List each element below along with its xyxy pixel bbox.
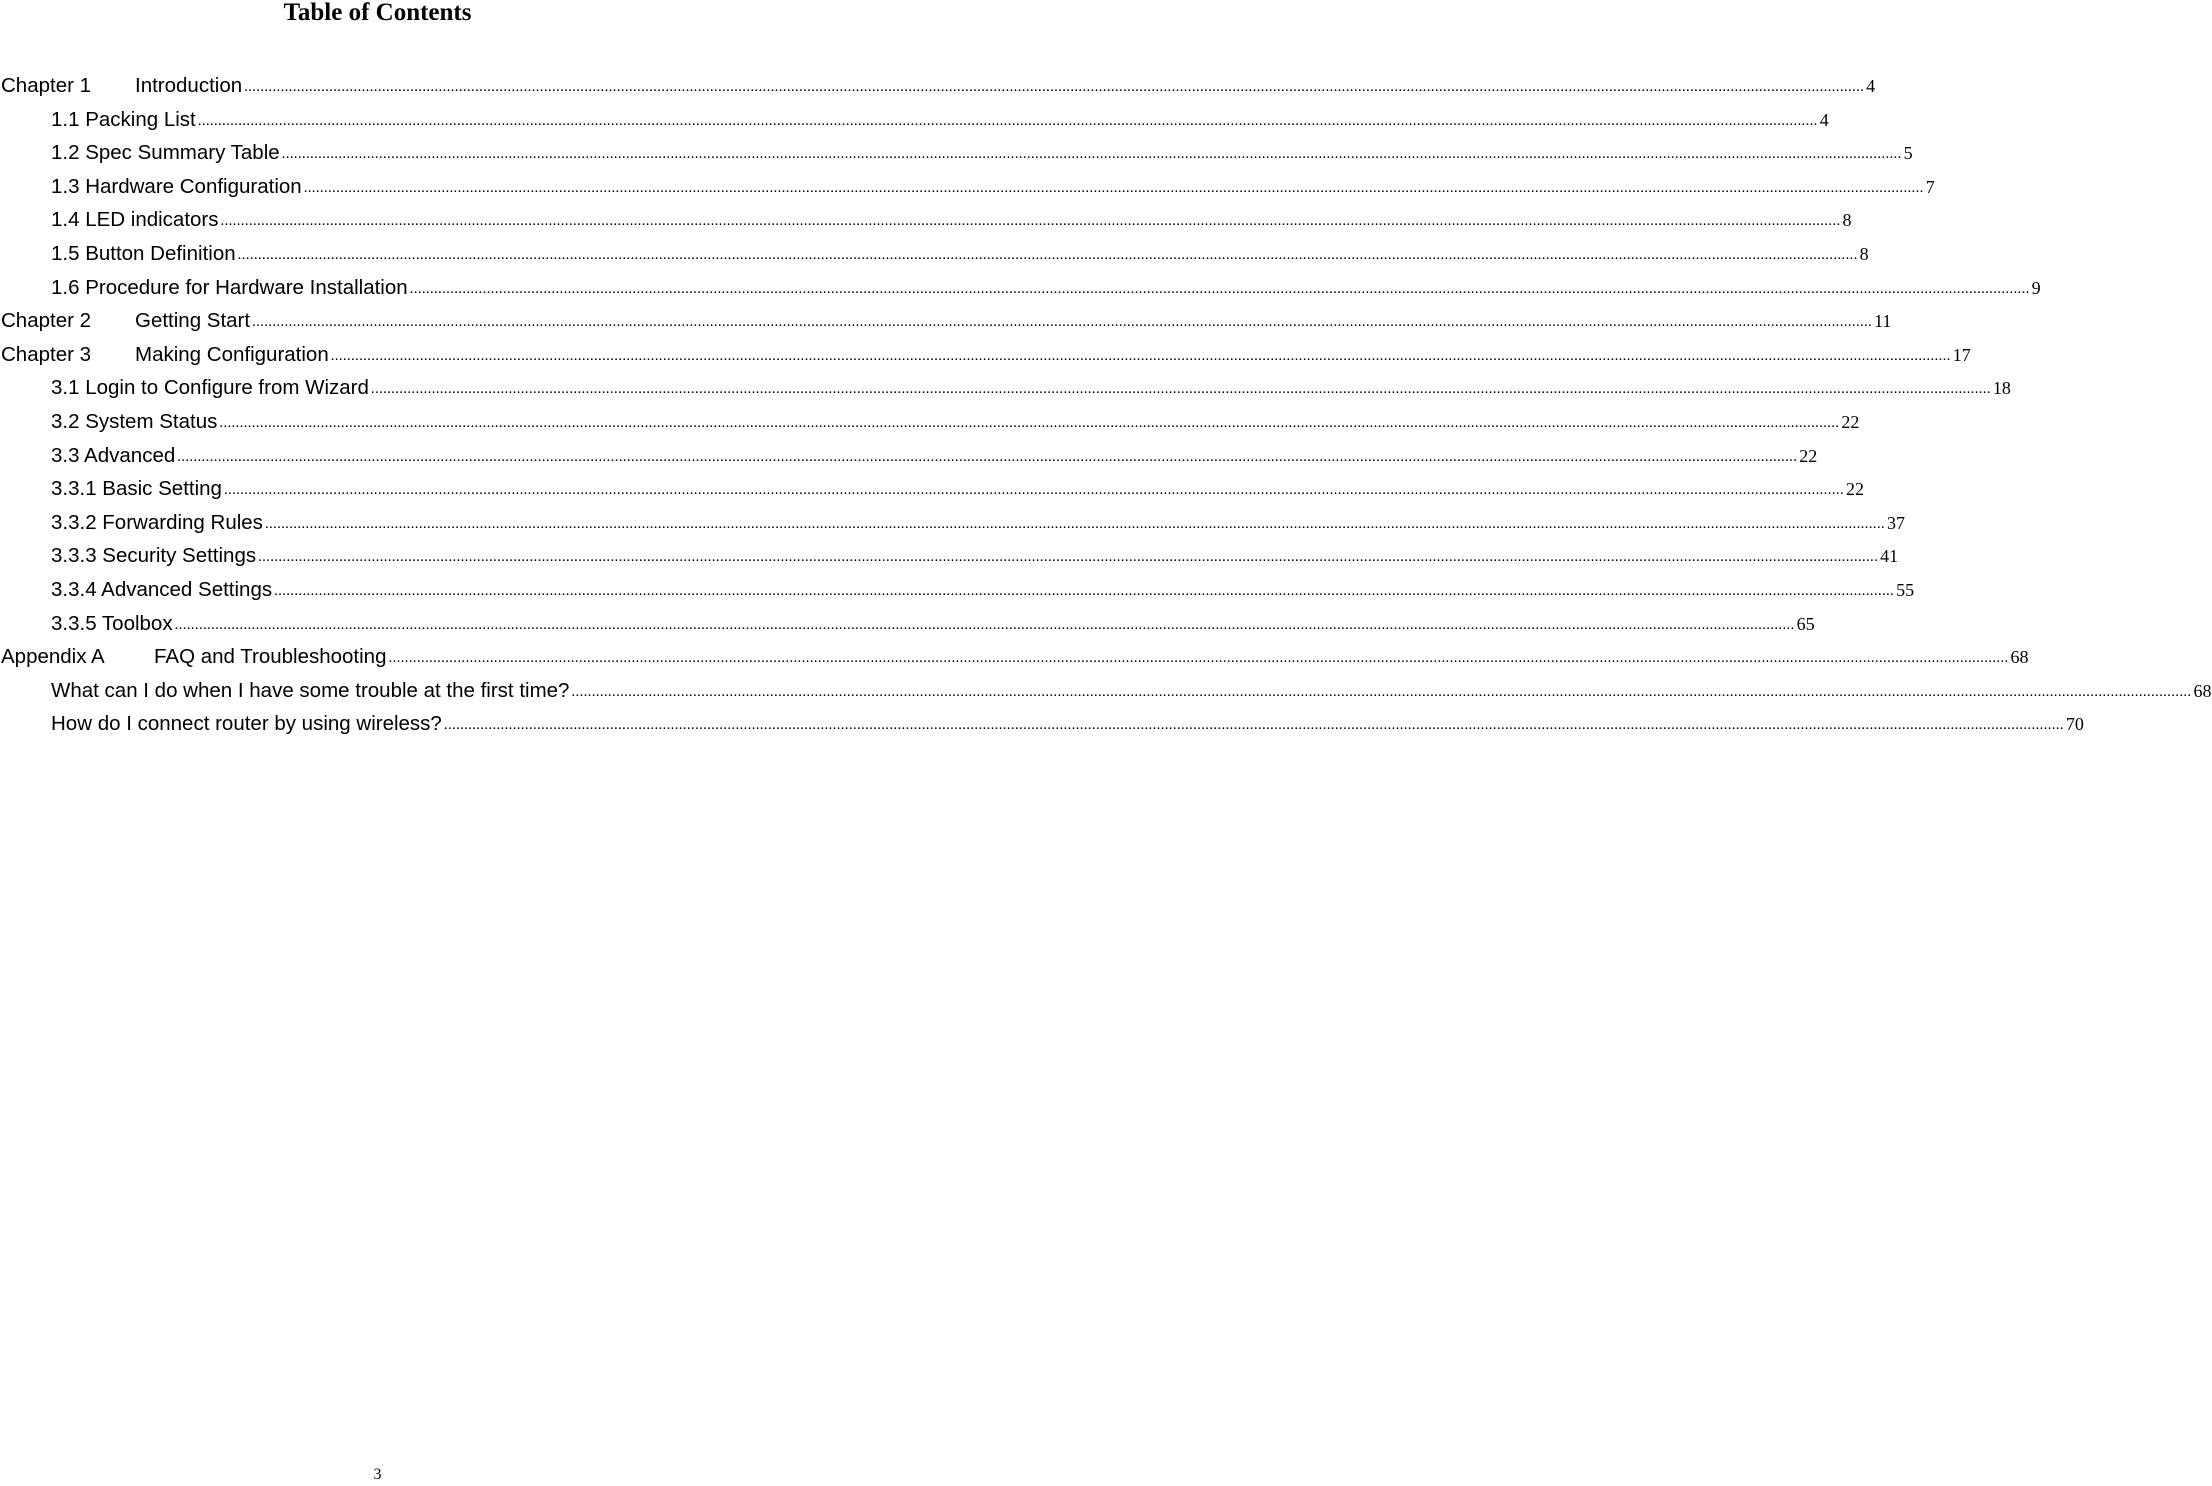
toc-entry-page: 8 — [1859, 243, 1869, 264]
toc-entry-title: 3.3.2 Forwarding Rules — [51, 510, 263, 534]
toc-entry-title: 3.3 Advanced — [51, 443, 176, 467]
dot-leader: ................................................................................................................................................................................................................................................................................................................................................................................................................ — [388, 650, 2009, 667]
toc-entry-label — [1, 640, 387, 674]
toc-entry-title: Getting Start — [135, 309, 251, 333]
toc-entry-title: How do I connect router by using wireless? — [51, 712, 442, 736]
dot-leader: ................................................................................................................................................................................................................................................................................................................................................................................................................ — [370, 381, 1991, 398]
dot-leader: ................................................................................................................................................................................................................................................................................................................................................................................................................ — [303, 179, 1924, 196]
toc-entry-page: 68 — [2010, 647, 2029, 668]
toc-entry-page: 70 — [2065, 714, 2084, 735]
dot-leader: ................................................................................................................................................................................................................................................................................................................................................................................................................ — [174, 616, 1795, 633]
dot-leader: ................................................................................................................................................................................................................................................................................................................................................................................................................ — [219, 414, 1840, 431]
toc-entry-page: 8 — [1842, 210, 1852, 231]
toc-entry-label — [51, 573, 272, 607]
dot-leader: ................................................................................................................................................................................................................................................................................................................................................................................................................ — [264, 515, 1885, 532]
dot-leader: ................................................................................................................................................................................................................................................................................................................................................................................................................ — [223, 482, 1844, 499]
toc-entry-label — [51, 472, 222, 506]
dot-leader: ................................................................................................................................................................................................................................................................................................................................................................................................................ — [571, 683, 2192, 700]
dot-leader: ................................................................................................................................................................................................................................................................................................................................................................................................................ — [220, 213, 1841, 230]
dot-leader: ................................................................................................................................................................................................................................................................................................................................................................................................................ — [197, 112, 1818, 129]
toc-entry-section[interactable] — [0, 539, 1899, 573]
toc-entry-label — [51, 136, 280, 170]
toc-entry-label — [51, 271, 408, 305]
dot-leader: ................................................................................................................................................................................................................................................................................................................................................................................................................ — [252, 314, 1873, 331]
toc-entry-page: 41 — [1880, 546, 1899, 567]
toc-entry-page: 22 — [1841, 411, 1860, 432]
table-of-contents — [0, 69, 2212, 741]
toc-entry-title: 3.1 Login to Configure from Wizard — [51, 376, 369, 400]
toc-entry-section[interactable] — [0, 607, 1815, 641]
toc-entry-section[interactable] — [0, 170, 1935, 204]
toc-entry-label — [1, 338, 329, 372]
toc-entry-label — [51, 237, 236, 271]
toc-entry-page: 22 — [1845, 479, 1864, 500]
toc-entry-title: 1.3 Hardware Configuration — [51, 174, 302, 198]
dot-leader: ................................................................................................................................................................................................................................................................................................................................................................................................................ — [409, 280, 2030, 297]
toc-entry-title: 3.2 System Status — [51, 409, 218, 433]
toc-entry-label — [51, 203, 219, 237]
toc-entry-label — [51, 674, 569, 708]
toc-entry-section[interactable] — [0, 237, 1869, 271]
toc-entry-page: 5 — [1903, 143, 1913, 164]
toc-entry-number: Chapter 2 — [1, 309, 92, 333]
toc-entry-label — [51, 371, 369, 405]
dot-leader: ................................................................................................................................................................................................................................................................................................................................................................................................................ — [330, 347, 1951, 364]
toc-entry-page: 7 — [1925, 176, 1935, 197]
toc-entry-page: 4 — [1819, 109, 1829, 130]
toc-entry-label — [51, 539, 256, 573]
toc-entry-label — [51, 103, 196, 137]
toc-entry-title: 1.1 Packing List — [51, 107, 196, 131]
toc-entry-page: 18 — [1992, 378, 2011, 399]
toc-entry-chapter[interactable] — [0, 69, 1876, 103]
toc-entry-title: 3.3.1 Basic Setting — [51, 477, 222, 501]
toc-entry-page: 68 — [2193, 680, 2212, 701]
dot-leader: ................................................................................................................................................................................................................................................................................................................................................................................................................ — [258, 549, 1879, 566]
toc-entry-section[interactable] — [0, 271, 2041, 305]
toc-entry-title: 3.3.4 Advanced Settings — [51, 577, 273, 601]
toc-entry-section[interactable] — [0, 573, 1915, 607]
toc-entry-label — [51, 439, 175, 473]
toc-entry-title: 1.2 Spec Summary Table — [51, 141, 280, 165]
toc-entry-section[interactable] — [0, 674, 2212, 708]
toc-entry-title: Making Configuration — [135, 342, 329, 366]
toc-entry-page: 9 — [2031, 277, 2041, 298]
toc-entry-section[interactable] — [0, 103, 1829, 137]
toc-entry-section[interactable] — [0, 439, 1818, 473]
toc-entry-number: Chapter 1 — [1, 74, 92, 97]
toc-entry-section[interactable] — [0, 203, 1852, 237]
toc-entry-section[interactable] — [0, 371, 2011, 405]
toc-entry-page: 11 — [1874, 311, 1892, 332]
toc-entry-label — [51, 607, 173, 641]
toc-entry-page: 4 — [1866, 76, 1876, 96]
toc-entry-number: Chapter 3 — [1, 342, 92, 366]
toc-entry-label — [51, 170, 302, 204]
toc-entry-title: What can I do when I have some trouble at the first time? — [51, 678, 570, 702]
toc-entry-title: FAQ and Troubleshooting — [154, 645, 387, 669]
toc-entry-section[interactable] — [0, 136, 1913, 170]
toc-entry-title: 1.4 LED indicators — [51, 208, 219, 232]
toc-entry-chapter[interactable] — [0, 338, 1971, 372]
dot-leader: ................................................................................................................................................................................................................................................................................................................................................................................................................ — [177, 448, 1798, 465]
toc-entry-section[interactable] — [0, 405, 1860, 439]
toc-entry-page: 55 — [1896, 579, 1915, 600]
toc-entry-title: 3.3.5 Toolbox — [51, 611, 173, 635]
dot-leader: ................................................................................................................................................................................................................................................................................................................................................................................................................ — [244, 79, 1865, 95]
toc-entry-page: 37 — [1886, 512, 1905, 533]
dot-leader: ................................................................................................................................................................................................................................................................................................................................................................................................................ — [281, 146, 1902, 163]
toc-entry-label — [51, 506, 263, 540]
dot-leader: ................................................................................................................................................................................................................................................................................................................................................................................................................ — [237, 246, 1858, 263]
toc-entry-page: 22 — [1799, 445, 1818, 466]
toc-entry-section[interactable] — [0, 707, 2084, 741]
toc-entry-page: 65 — [1796, 613, 1815, 634]
toc-entry-title: 1.5 Button Definition — [51, 241, 236, 265]
toc-entry-section[interactable] — [0, 472, 1864, 506]
toc-entry-chapter[interactable] — [0, 640, 2029, 674]
toc-entry-section[interactable] — [0, 506, 1905, 540]
toc-entry-title: 3.3.3 Security Settings — [51, 544, 257, 568]
page-title: Table of Contents — [283, 0, 472, 26]
dot-leader: ................................................................................................................................................................................................................................................................................................................................................................................................................ — [274, 582, 1895, 599]
toc-entry-chapter[interactable] — [0, 304, 1892, 338]
toc-entry-title: Introduction — [135, 74, 243, 97]
toc-entry-title: 1.6 Procedure for Hardware Installation — [51, 275, 408, 299]
toc-entry-label — [1, 304, 250, 338]
toc-entry-label — [1, 69, 242, 103]
toc-entry-label — [51, 707, 442, 741]
toc-entry-page: 17 — [1952, 344, 1971, 365]
dot-leader: ................................................................................................................................................................................................................................................................................................................................................................................................................ — [443, 717, 2064, 734]
toc-entry-label — [51, 405, 217, 439]
page-number: 3 — [373, 1466, 382, 1483]
toc-entry-number: Appendix A — [1, 645, 105, 669]
